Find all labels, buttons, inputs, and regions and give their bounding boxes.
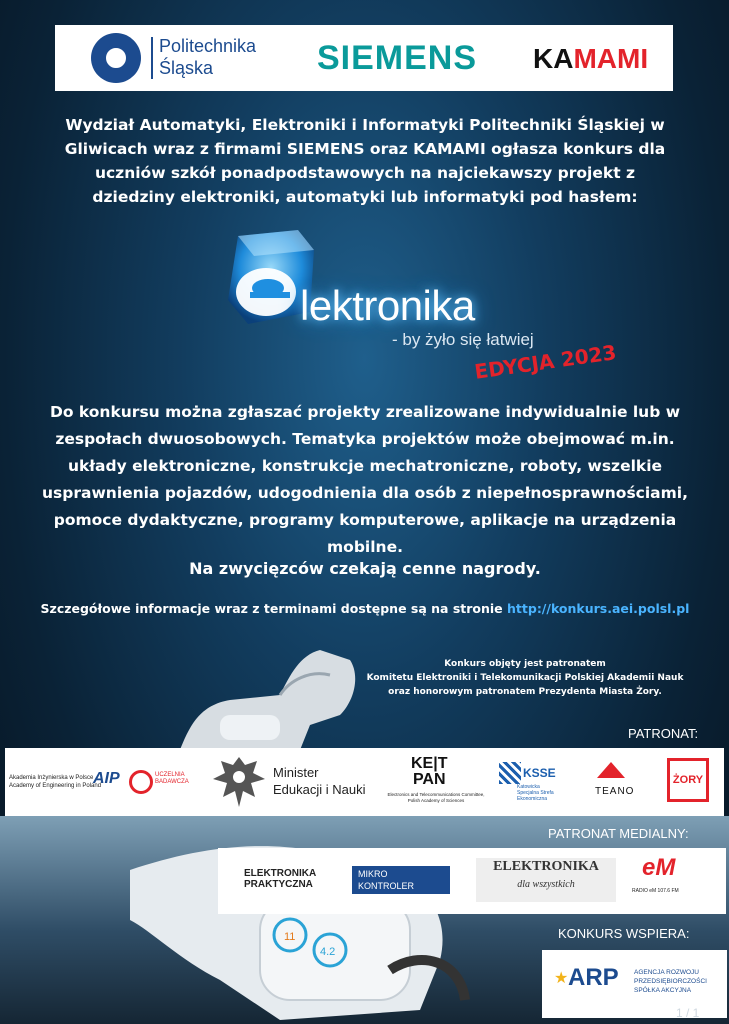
robotic-hand-illustration (130, 810, 470, 1020)
mk-line1: MIKRO (358, 869, 388, 879)
patronage-note (355, 657, 695, 699)
ksse-logo: KSSE (523, 766, 556, 780)
politechnika-name-line2: Śląska (159, 58, 214, 78)
teano-logo: TEANO (595, 786, 635, 797)
ketpan-caption-line2: Polish Academy of Sciences (407, 798, 465, 803)
patron-logos-strip (5, 748, 724, 816)
ketpan-logo (411, 756, 447, 788)
contest-name (300, 282, 475, 330)
konkurs-wspiera-label: KONKURS WSPIERA: (558, 926, 690, 941)
details-text: Szczegółowe informacje wraz z terminami dostępne są na stronie (40, 601, 508, 616)
aip-line2: Academy of Engineering in Poland (9, 783, 102, 789)
kamami-logo-ka: KA (533, 43, 574, 74)
page-counter: 1 / 1 (676, 1006, 700, 1020)
polish-eagle-icon (211, 753, 267, 811)
elektronika-praktyczna-logo (244, 868, 316, 890)
prizes-text: Na zwycięzców czekają cenne nagrody. (189, 559, 541, 578)
header-logo-bar (55, 25, 673, 91)
description-paragraph: Do konkursu można zgłaszać projekty zrealizowane indywidualnie lub w zespołach dwuosobowych. Tematyka projektów może obejmować m.in. układy elektroniczne, konstrukcje mechatroniczne, roboty, wszelkie usprawnienia pojazdów, udogodnienia dla osób z niepełnosprawnościami, pomoce dydaktyczne, programy komputerowe, aplikacje na urządzenia mobilne. (42, 403, 688, 556)
ksse-sub1: Katowicka (517, 784, 540, 790)
politechnika-slaska-logo (91, 33, 291, 83)
siemens-logo: SIEMENS (317, 39, 478, 77)
arp-line1: AGENCJA ROZWOJU (634, 969, 700, 976)
aip-logo (9, 774, 101, 790)
arp-caption (634, 968, 707, 995)
hand-display-value2: 4.2 (320, 946, 336, 958)
edition-badge: EDYCJA 2023 (473, 340, 618, 384)
radio-em-caption: RADIO eM 107.6 FM (632, 888, 679, 894)
arp-line2: PRZEDSIĘBIORCZOŚCI (634, 978, 707, 985)
edw-line2: dla wszystkich (517, 879, 575, 890)
aip-line1: Akademia Inżynierska w Polsce (9, 775, 94, 781)
politechnika-name-line1: Politechnika (159, 36, 257, 56)
patronage-line1: Konkurs objęty jest patronatem (444, 659, 606, 669)
graduation-cap-icon (597, 762, 625, 778)
logo-divider (151, 37, 153, 79)
elektronika-dla-wszystkich-logo (476, 858, 616, 902)
ketpan-mark1: KE|T (411, 755, 448, 772)
mk-line2: KONTROLER (358, 881, 415, 891)
ksse-sub2: Specjalna Strefa (517, 790, 554, 796)
radio-em-logo: eM (642, 854, 676, 881)
hand-display-value1: 11 (284, 931, 296, 943)
ep-line1: ELEKTRONIKA (244, 868, 317, 879)
politechnika-emblem-icon (91, 33, 141, 83)
ketpan-caption-line1: Electronics and Telecommunications Committee, (387, 792, 485, 797)
aip-mark: AIP (93, 770, 120, 787)
patronage-line3: oraz honorowym patronatem Prezydenta Miasta Żory. (388, 687, 662, 697)
arp-line3: SPÓŁKA AKCYJNA (634, 987, 692, 994)
patronage-line2: Komitetu Elektroniki i Telekomunikacji Polskiej Akademii Nauk (366, 673, 684, 683)
minister-line2: Edukacji i Nauki (273, 782, 366, 797)
contest-website-link[interactable]: http://konkurs.aei.polsl.pl (507, 601, 690, 616)
uczelnia-badawcza-logo (155, 772, 189, 786)
patronat-label: PATRONAT: (628, 726, 699, 741)
media-logos-strip (218, 848, 726, 914)
details-line (30, 601, 700, 616)
ep-line2: PRAKTYCZNA (244, 879, 313, 890)
kamami-logo (533, 43, 648, 75)
ksse-sub3: Ekonomiczna (517, 796, 548, 802)
arp-logo: ARP (568, 964, 619, 991)
intro-paragraph: Wydział Automatyki, Elektroniki i Informatyki Politechniki Śląskiej w Gliwicach wraz z firmami SIEMENS oraz KAMAMI ogłasza konkurs dla uczniów szkół ponadpodstawowych na najciekawszy projekt z dziedziny elektroniki, automatyki lub informatyki pod hasłem: (64, 116, 666, 206)
zory-logo: ŻORY (667, 758, 709, 802)
mikrokontroler-logo (352, 866, 450, 894)
uczelnia-line2: BADAWCZA (155, 779, 189, 785)
minister-line1: Minister (273, 765, 319, 780)
ketpan-caption (381, 792, 491, 804)
contest-tagline: - by żyło się łatwiej (392, 330, 534, 349)
uczelnia-badawcza-icon (129, 770, 153, 794)
uczelnia-line1: UCZELNIA (155, 772, 185, 778)
ksse-caption (517, 784, 554, 802)
contest-name-rest: lektronika (300, 282, 475, 329)
minister-logo (273, 764, 366, 798)
patronat-medialny-label: PATRONAT MEDIALNY: (548, 826, 689, 841)
ketpan-mark2: PAN (412, 771, 446, 788)
ksse-icon (499, 762, 521, 784)
kamami-logo-mami: MAMI (573, 43, 649, 74)
arp-star-icon: ★ (554, 970, 569, 987)
edw-line1: ELEKTRONIKA (493, 859, 599, 874)
